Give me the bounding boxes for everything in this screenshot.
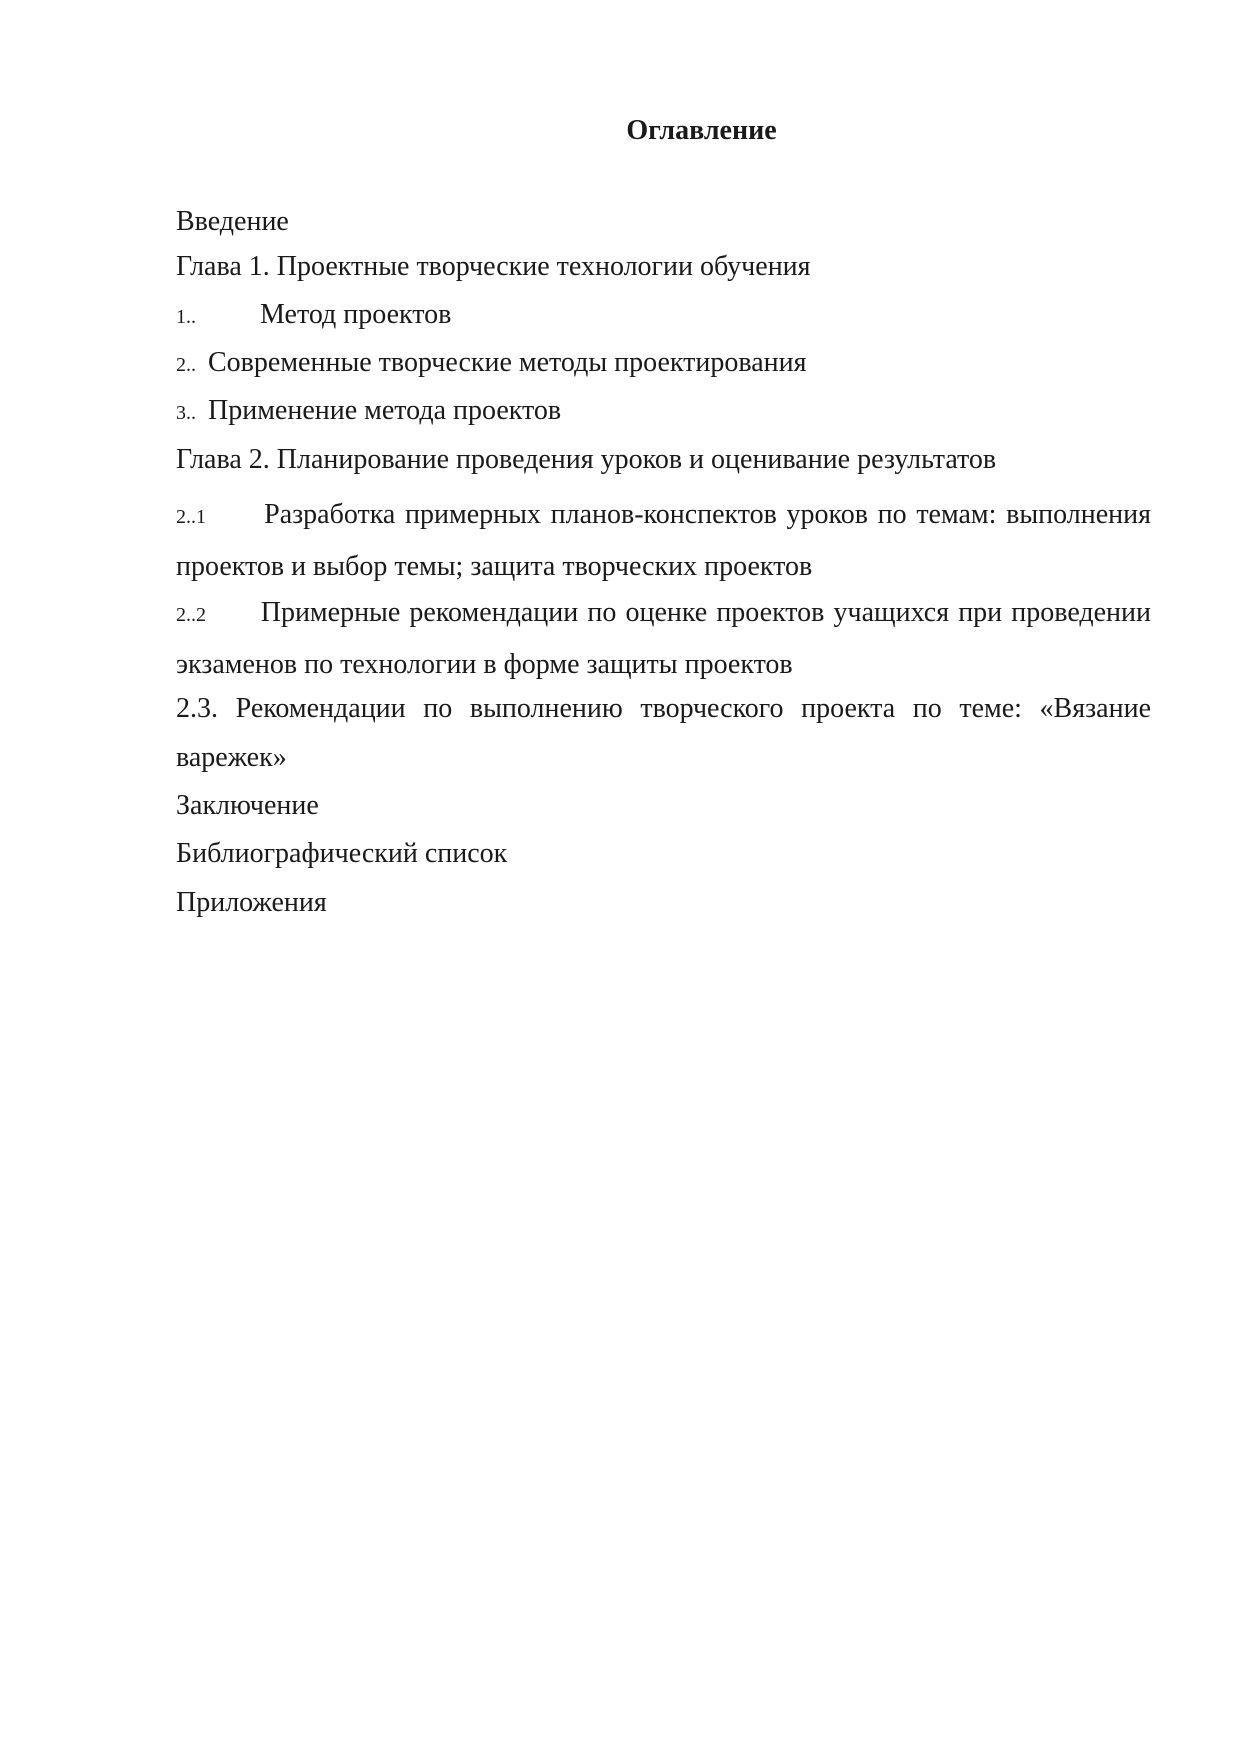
toc-entry-introduction: Введение: [176, 206, 289, 237]
toc-entry-appendices: Приложения: [176, 887, 327, 918]
section-number: 2..2: [176, 604, 206, 626]
section-number: 2..1: [176, 506, 206, 528]
toc-entry-chapter-2: Глава 2. Планирование проведения уроков и оценивание результатов: [176, 444, 997, 475]
section-number: 1..: [176, 306, 196, 328]
section-title: Применение метода проектов: [208, 395, 562, 426]
toc-entry-chapter-1: Глава 1. Проектные творческие технологии обучения: [176, 251, 811, 282]
page-title: Оглавление: [626, 115, 777, 146]
section-number: 3..: [176, 402, 196, 424]
toc-entry-section-2-1: [176, 490, 1151, 591]
toc-entry-section-2-2: [176, 588, 1151, 689]
toc-entry-conclusion: Заключение: [176, 790, 319, 821]
toc-entry-bibliography: Библиографический список: [176, 838, 508, 869]
toc-entry-section-1-3: [176, 394, 1151, 430]
section-title: Примерные рекомендации по оценке проектов учащихся при проведении экзаменов по технологии в форме защиты проектов: [176, 597, 1152, 680]
section-title: Метод проектов: [260, 299, 452, 330]
section-title: Современные творческие методы проектирования: [208, 347, 807, 378]
toc-entry-section-1-2: [176, 346, 1151, 382]
section-number: 2..: [176, 354, 196, 376]
toc-entry-section-2-3: 2.3. Рекомендации по выполнению творческого проекта по теме: «Вязание варежек»: [176, 693, 1151, 773]
section-title: Разработка примерных планов-конспектов уроков по темам: выполнения проектов и выбор темы; защита творческих проектов: [176, 499, 1151, 582]
toc-entry-section-1-1: [176, 298, 1151, 334]
